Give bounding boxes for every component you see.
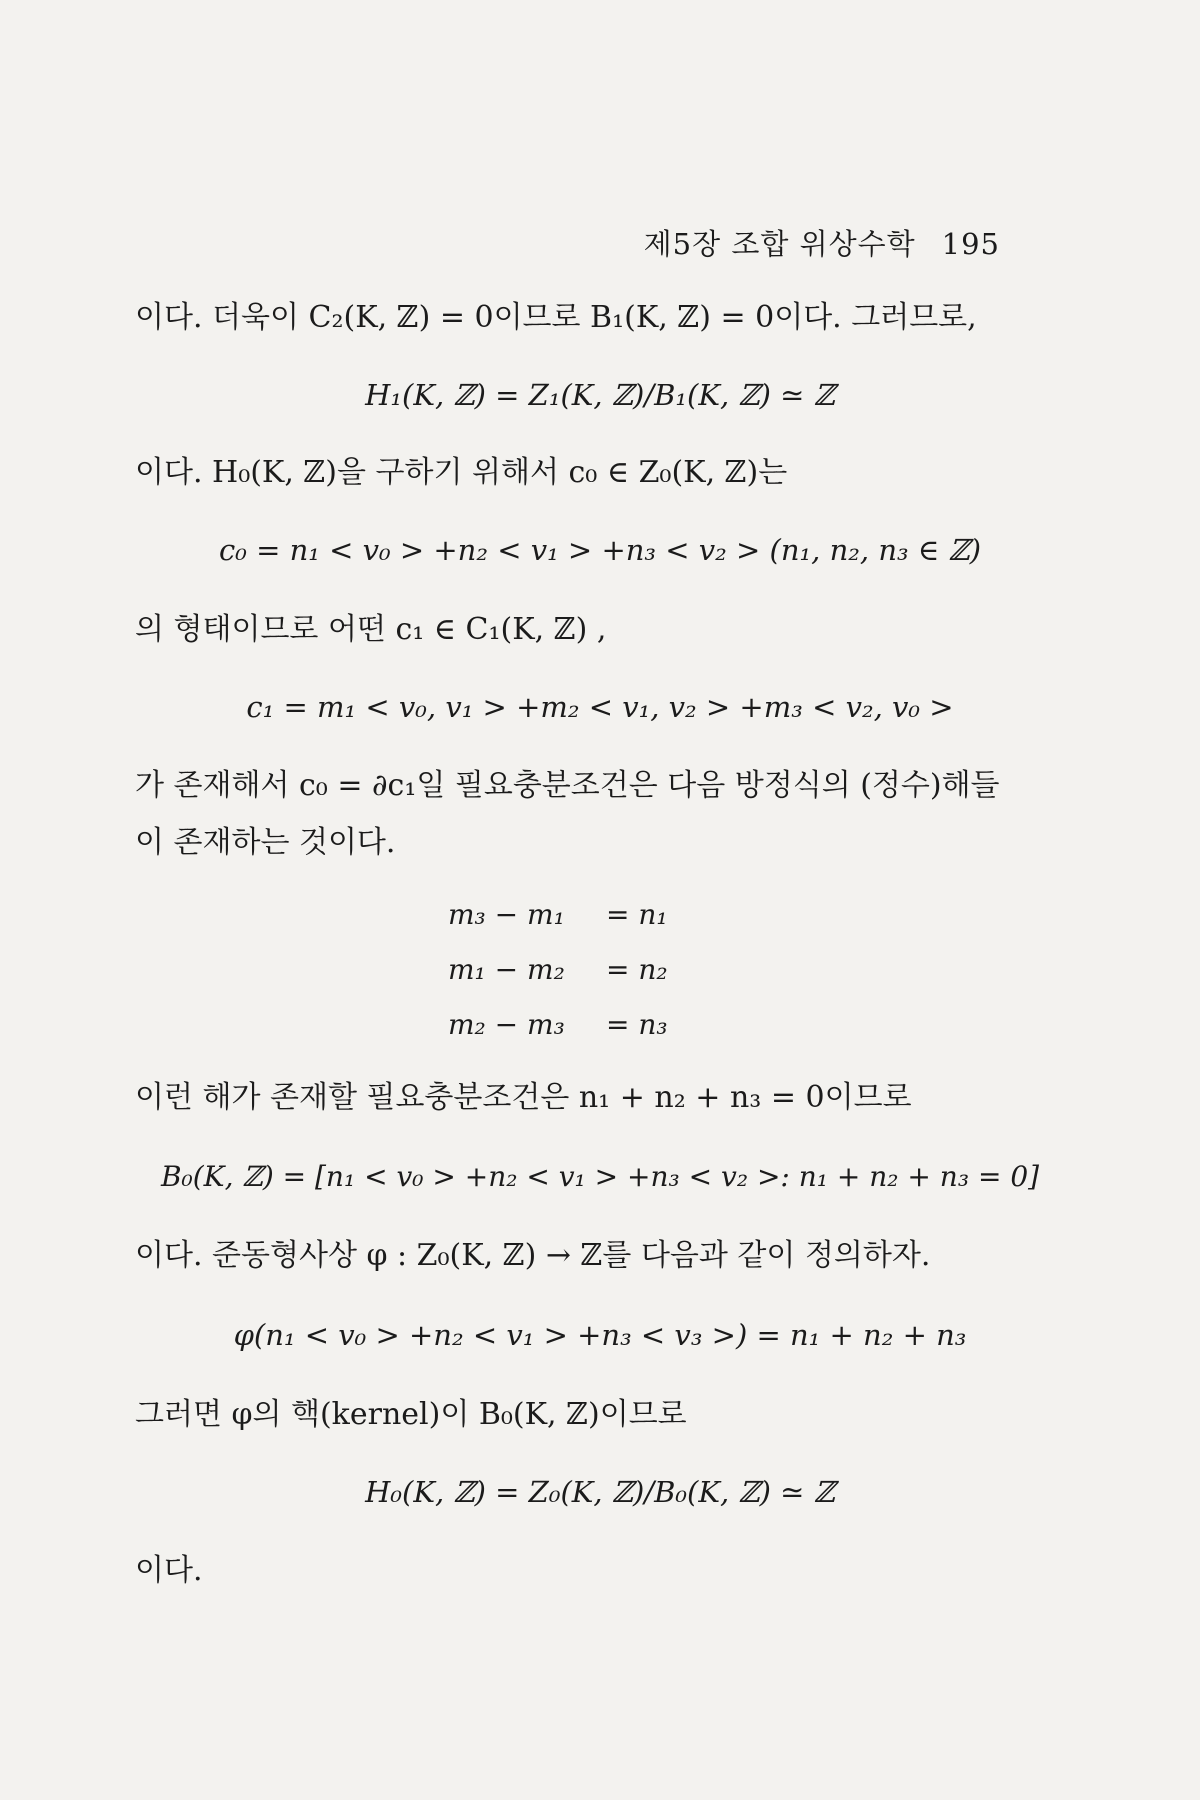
system-rhs: = n₁ [606, 898, 668, 931]
running-header [644, 222, 1000, 263]
system-lhs: m₃ − m₁ [448, 898, 565, 931]
equation-c1: c₁ = m₁ < v₀, v₁ > +m₂ < v₁, v₂ > +m₃ < v₂, v₀ > [246, 690, 954, 724]
equation-h1: H₁(K, ℤ) = Z₁(K, ℤ)/B₁(K, ℤ) ≃ ℤ [365, 378, 835, 412]
system-lhs: m₂ − m₃ [448, 1008, 565, 1041]
system-row-2 [448, 953, 668, 986]
system-row-3 [448, 1008, 668, 1041]
text-line-7: 이다. 준동형사상 φ : Z₀(K, ℤ) → ℤ를 다음과 같이 정의하자. [135, 1238, 931, 1273]
text-line-8: 그러면 φ의 핵(kernel)이 B₀(K, ℤ)이므로 [135, 1397, 687, 1432]
equation-c0: c₀ = n₁ < v₀ > +n₂ < v₁ > +n₃ < v₂ > (n₁, n₂, n₃ ∈ ℤ) [218, 533, 982, 567]
text-line-6: 이런 해가 존재할 필요충분조건은 n₁ + n₂ + n₃ = 0이므로 [135, 1080, 912, 1115]
system-row-1 [448, 898, 668, 931]
text-line-5: 이 존재하는 것이다. [135, 825, 396, 860]
page-number: 195 [941, 227, 1000, 261]
text-line-4: 가 존재해서 c₀ = ∂c₁일 필요충분조건은 다음 방정식의 (정수)해들 [135, 768, 1000, 803]
text-line-2: 이다. H₀(K, ℤ)을 구하기 위해서 c₀ ∈ Z₀(K, ℤ)는 [135, 455, 788, 490]
text-line-9: 이다. [135, 1553, 203, 1588]
system-rhs: = n₃ [606, 1008, 668, 1041]
text-line-1: 이다. 더욱이 C₂(K, ℤ) = 0이므로 B₁(K, ℤ) = 0이다. 그러므로, [135, 300, 977, 335]
equation-b0: B₀(K, ℤ) = [n₁ < v₀ > +n₂ < v₁ > +n₃ < v₂ >: n₁ + n₂ + n₃ = 0] [160, 1160, 1040, 1193]
equation-h0: H₀(K, ℤ) = Z₀(K, ℤ)/B₀(K, ℤ) ≃ ℤ [365, 1475, 835, 1509]
system-lhs: m₁ − m₂ [448, 953, 565, 986]
equation-phi: φ(n₁ < v₀ > +n₂ < v₁ > +n₃ < v₃ >) = n₁ + n₂ + n₃ [233, 1318, 967, 1352]
text-line-3: 의 형태이므로 어떤 c₁ ∈ C₁(K, ℤ) , [135, 612, 607, 647]
chapter-title: 제5장 조합 위상수학 [643, 227, 916, 261]
system-rhs: = n₂ [606, 953, 668, 986]
